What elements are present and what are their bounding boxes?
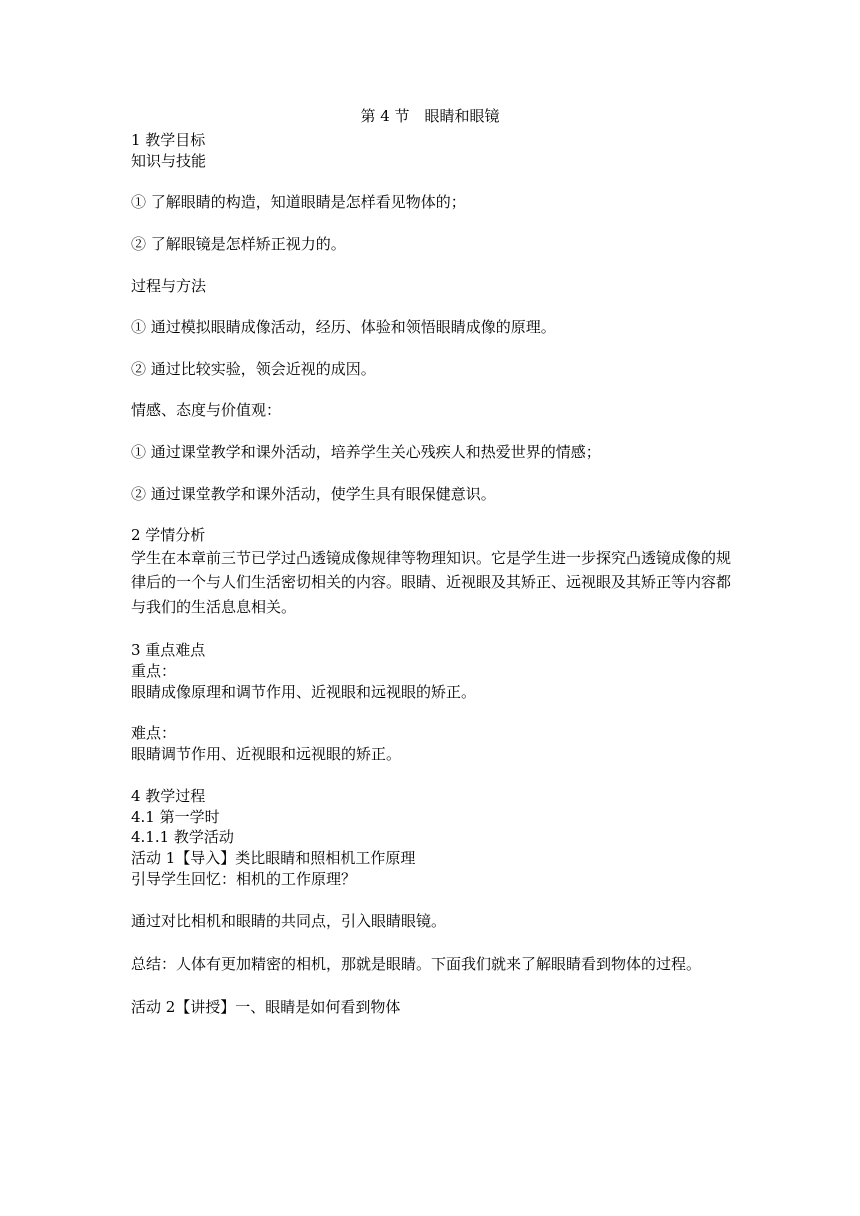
list-item: ① 通过课堂教学和课外活动，培养学生关心残疾人和热爱世界的情感； [131,442,601,461]
subheading-emotion: 情感、态度与价值观： [131,401,282,420]
difficult-text: 眼睛调节作用、近视眼和远视眼的矫正。 [131,745,402,764]
subsection-first-period: 4.1 第一学时 [131,807,220,826]
list-item: ② 通过课堂教学和课外活动，使学生具有眼保健意识。 [131,484,496,503]
document-body [131,130,731,1018]
section-heading-objectives: 1 教学目标 [131,131,206,149]
activity-1-summary: 总结：人体有更加精密的相机，那就是眼睛。下面我们就来了解眼睛看到物体的过程。 [131,955,702,974]
list-item: ① 通过模拟眼睛成像活动，经历、体验和领悟眼睛成像的原理。 [131,318,556,337]
section-heading-key-points: 3 重点难点 [131,641,206,660]
subsection-activities: 4.1.1 教学活动 [131,828,234,847]
activity-1-title: 活动 1【导入】类比眼睛和照相机工作原理 [131,849,416,868]
section-heading-analysis: 2 学情分析 [131,526,206,545]
activity-1-line: 通过对比相机和眼睛的共同点，引入眼睛眼镜。 [131,911,447,930]
section-heading-process: 4 教学过程 [131,786,206,805]
list-item: ① 了解眼睛的构造，知道眼睛是怎样看见物体的； [131,193,466,212]
list-item: ② 了解眼镜是怎样矫正视力的。 [131,234,346,253]
list-item: ② 通过比较实验，领会近视的成因。 [131,359,376,378]
subheading-process: 过程与方法 [131,276,207,295]
activity-2-title: 活动 2【讲授】一、眼睛是如何看到物体 [131,998,401,1017]
analysis-paragraph: 学生在本章前三节已学过凸透镜成像规律等物理知识。它是学生进一步探究凸透镜成像的规律后的一个与人们生活密切相关的内容。眼睛、近视眼及其矫正、远视眼及其矫正等内容都与我们的生活息息相关。 [131,548,732,616]
subheading-knowledge: 知识与技能 [131,151,207,170]
document-title: 第 4 节 眼睛和眼镜 [360,107,500,125]
key-text: 眼睛成像原理和调节作用、近视眼和远视眼的矫正。 [131,682,477,701]
activity-1-line: 引导学生回忆：相机的工作原理？ [131,870,357,888]
difficult-label: 难点： [131,724,177,743]
key-label: 重点： [131,662,177,681]
